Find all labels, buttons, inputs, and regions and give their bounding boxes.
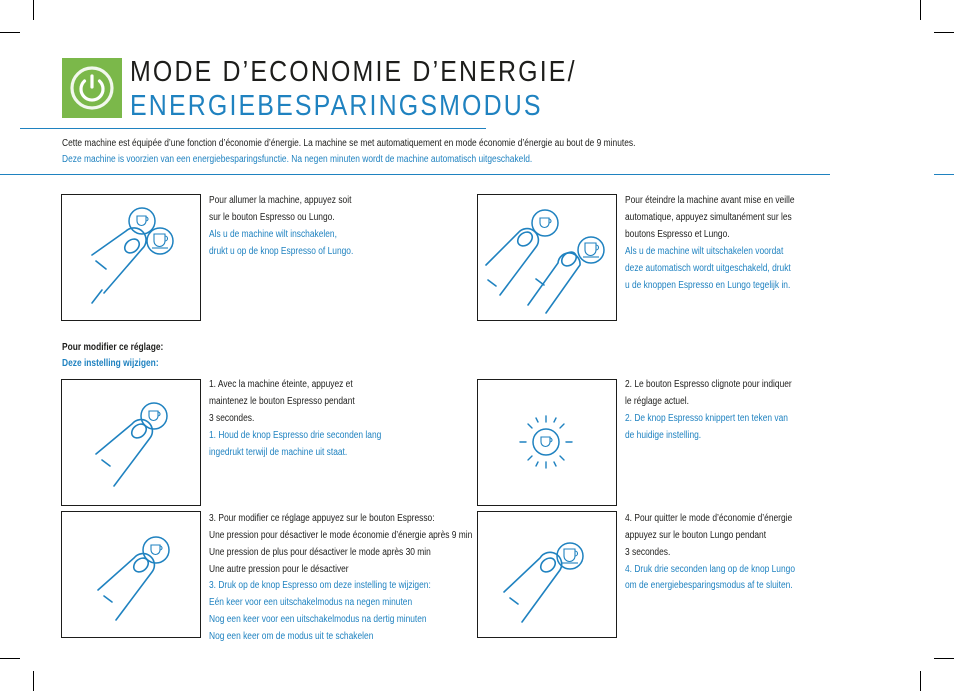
step1-fr-3: 3 secondes. bbox=[209, 413, 255, 424]
step4-fr-3: 3 secondes. bbox=[625, 547, 671, 558]
step3-nl-4: Nog een keer om de modus uit te schakelen bbox=[209, 631, 374, 642]
illustration-step2 bbox=[477, 379, 617, 506]
step3-fr-2: Une pression pour désactiver le mode économie d’énergie après 9 min bbox=[209, 530, 473, 541]
blinking-button-icon bbox=[478, 380, 618, 507]
power-off-nl-1: Als u de machine wilt uitschakelen voordat bbox=[625, 246, 784, 257]
crop-mark bbox=[33, 0, 34, 20]
finger-press-icon bbox=[504, 552, 562, 622]
step4-fr-1: 4. Pour quitter le mode d’économie d’énergie bbox=[625, 513, 793, 524]
step2-nl-2: de huidige instelling. bbox=[625, 430, 702, 441]
finger-press-icon bbox=[96, 420, 152, 486]
page-title-nl: ENERGIEBESPARINGSMODUS bbox=[130, 90, 543, 122]
finger-press-icon bbox=[98, 554, 154, 620]
step4-fr-2: appuyez sur le bouton Lungo pendant bbox=[625, 530, 767, 541]
intro-rule bbox=[20, 174, 830, 175]
step3-nl-2: Eén keer voor een uitschakelmodus na negen minuten bbox=[209, 597, 413, 608]
crop-mark bbox=[0, 658, 20, 659]
power-icon bbox=[62, 58, 122, 118]
step1-nl-1: 1. Houd de knop Espresso drie seconden lang bbox=[209, 430, 382, 441]
step3-nl-1: 3. Druk op de knop Espresso om deze instelling te wijzigen: bbox=[209, 580, 431, 591]
illustration-power-off bbox=[477, 194, 617, 321]
power-off-nl-3: u de knoppen Espresso en Lungo tegelijk in. bbox=[625, 280, 791, 291]
step3-fr-3: Une pression de plus pour désactiver le mode après 30 min bbox=[209, 547, 431, 558]
intro-fr: Cette machine est équipée d’une fonction d’économie d’énergie. La machine se met automatiquement en mode économie d’énergie au bout de 9 minutes. bbox=[62, 138, 636, 149]
step2-fr-1: 2. Le bouton Espresso clignote pour indiquer bbox=[625, 379, 792, 390]
step3-fr-4: Une autre pression pour le désactiver bbox=[209, 564, 349, 575]
crop-mark bbox=[934, 32, 954, 33]
step1-nl-2: ingedrukt terwijl de machine uit staat. bbox=[209, 447, 348, 458]
crop-mark bbox=[33, 671, 34, 691]
illustration-step1 bbox=[61, 379, 201, 506]
finger-press-icon bbox=[486, 229, 580, 313]
title-rule bbox=[20, 128, 486, 129]
intro-nl: Deze machine is voorzien van een energiebesparingsfunctie. Na negen minuten wordt de machine automatisch uitgeschakeld. bbox=[62, 154, 533, 165]
step1-fr-1: 1. Avec la machine éteinte, appuyez et bbox=[209, 379, 353, 390]
illustration-step4 bbox=[477, 511, 617, 638]
power-off-fr-1: Pour éteindre la machine avant mise en veille bbox=[625, 195, 795, 206]
illustration-power-on bbox=[61, 194, 201, 321]
crop-mark bbox=[920, 0, 921, 20]
subheading-fr: Pour modifier ce réglage: bbox=[62, 342, 164, 353]
step3-fr-1: 3. Pour modifier ce réglage appuyez sur le bouton Espresso: bbox=[209, 513, 435, 524]
side-mark bbox=[0, 174, 20, 175]
power-off-fr-2: automatique, appuyez simultanément sur les bbox=[625, 212, 792, 223]
power-off-nl-2: deze automatisch wordt uitgeschakeld, drukt bbox=[625, 263, 791, 274]
step4-nl-2: om de energiebesparingsmodus af te sluiten. bbox=[625, 580, 793, 591]
illustration-step3 bbox=[61, 511, 201, 638]
power-on-fr-1: Pour allumer la machine, appuyez soit bbox=[209, 195, 352, 206]
step4-nl-1: 4. Druk drie seconden lang op de knop Lungo bbox=[625, 564, 795, 575]
subheading-nl: Deze instelling wijzigen: bbox=[62, 358, 159, 369]
crop-mark bbox=[934, 658, 954, 659]
step2-nl-1: 2. De knop Espresso knippert ten teken van bbox=[625, 413, 788, 424]
step2-fr-2: le réglage actuel. bbox=[625, 396, 689, 407]
side-mark bbox=[934, 174, 954, 175]
finger-press-icon bbox=[92, 228, 146, 303]
crop-mark bbox=[920, 671, 921, 691]
power-on-fr-2: sur le bouton Espresso ou Lungo. bbox=[209, 212, 335, 223]
crop-mark bbox=[0, 32, 20, 33]
power-off-fr-3: boutons Espresso et Lungo. bbox=[625, 229, 730, 240]
step1-fr-2: maintenez le bouton Espresso pendant bbox=[209, 396, 355, 407]
power-on-nl-1: Als u de machine wilt inschakelen, bbox=[209, 229, 337, 240]
step3-nl-3: Nog een keer voor een uitschakelmodus na dertig minuten bbox=[209, 614, 427, 625]
page-title-fr: MODE D’ECONOMIE D’ENERGIE/ bbox=[130, 56, 577, 88]
power-on-nl-2: drukt u op de knop Espresso of Lungo. bbox=[209, 246, 354, 257]
